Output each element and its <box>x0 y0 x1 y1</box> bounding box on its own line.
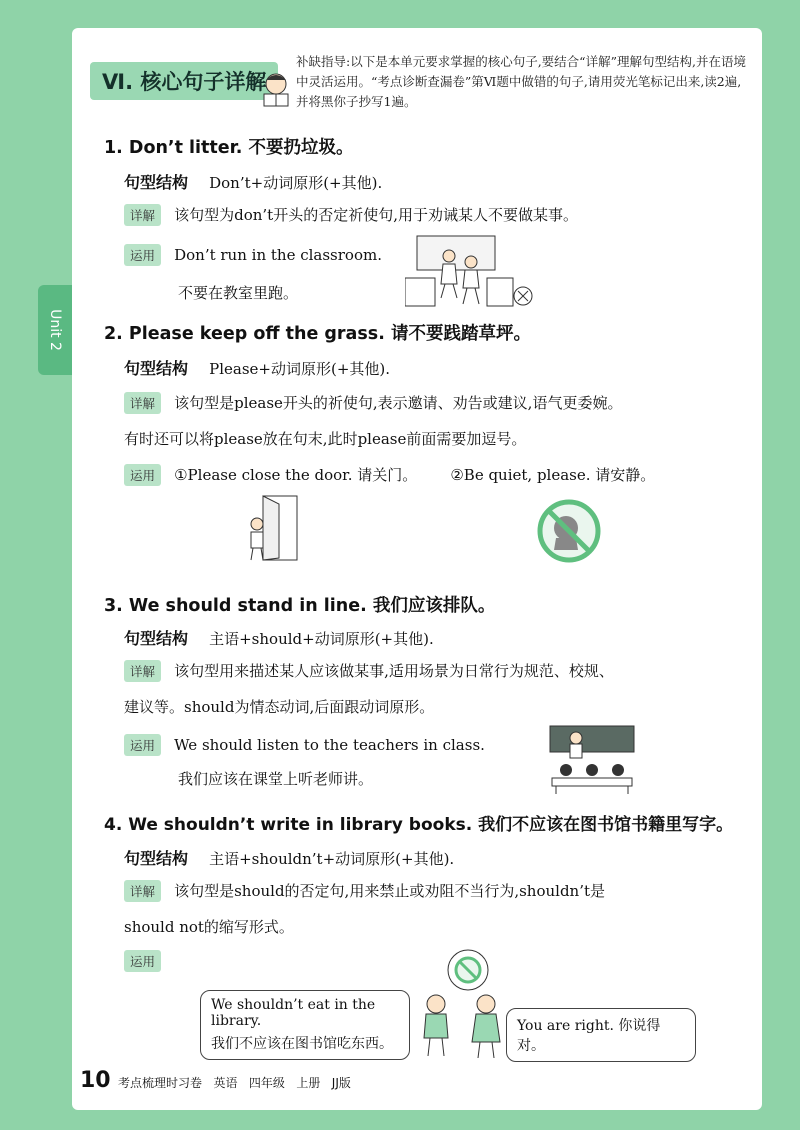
item4-usage-row <box>124 950 161 972</box>
item1-structure-row <box>124 170 382 193</box>
usage-tag: 运用 <box>124 244 161 266</box>
item1-heading: 1. Don’t litter. 不要扔垃圾。 <box>104 138 354 158</box>
item3-explain-line2: 建议等。should为情态动词,后面跟动词原形。 <box>124 698 435 716</box>
item2-usage2: ②Be quiet, please. 请安静。 <box>450 466 656 484</box>
guide-text: 补缺指导:以下是本单元要求掌握的核心句子,要结合“详解”理解句型结构,并在语境中灵活运用。“考点诊断查漏卷”第Ⅵ题中做错的句子,请用荧光笔标记出来,读2遍,并将黑你子抄写1遍。 <box>296 54 746 109</box>
boy-reading-icon <box>258 70 294 110</box>
structure-label: 句型结构 <box>124 173 189 192</box>
usage-tag: 运用 <box>124 464 161 486</box>
item4-explain-line2: should not的缩写形式。 <box>124 918 294 936</box>
explain-tag: 详解 <box>124 660 161 682</box>
students-library-illustration <box>414 944 510 1060</box>
bubble-left-cn: 我们不应该在图书馆吃东西。 <box>211 1036 393 1052</box>
item3-structure-row <box>124 626 434 649</box>
item2-explain-line2: 有时还可以将please放在句末,此时please前面需要加逗号。 <box>124 430 527 448</box>
item4-structure-row <box>124 846 454 869</box>
item2-usage-row <box>124 464 655 486</box>
page-number: 10 <box>80 1068 111 1093</box>
structure-label: 句型结构 <box>124 849 189 868</box>
item3-explain-row <box>124 660 614 682</box>
item1-structure: Don’t+动词原形(+其他). <box>209 174 383 192</box>
item3-structure: 主语+should+动词原形(+其他). <box>209 630 434 648</box>
item4-heading: 4. We shouldn’t write in library books. 我们不应该在图书馆书籍里写字。 <box>104 815 734 835</box>
section-title <box>90 62 278 100</box>
item2-structure: Please+动词原形(+其他). <box>209 360 391 378</box>
item1-usage-row <box>124 244 382 266</box>
unit-tab <box>38 285 72 375</box>
classroom-listening-illustration <box>546 724 638 794</box>
item2-explain-row <box>124 392 622 414</box>
bubble-right-text: You are right. 你说得对。 <box>517 1018 661 1054</box>
item4-explain-row <box>124 880 605 902</box>
structure-label: 句型结构 <box>124 629 189 648</box>
item3-usage-cn: 我们应该在课堂上听老师讲。 <box>178 770 374 788</box>
door-closing-illustration <box>245 494 305 564</box>
item4-explain-line1: 该句型是should的否定句,用来禁止或劝阻不当行为,shouldn’t是 <box>174 882 606 900</box>
item2-usage1: ①Please close the door. 请关门。 <box>174 466 418 484</box>
item1-usage-en: Don’t run in the classroom. <box>174 246 382 264</box>
usage-tag: 运用 <box>124 950 161 972</box>
explain-tag: 详解 <box>124 392 161 414</box>
item1-explain-row <box>124 204 578 226</box>
usage-tag: 运用 <box>124 734 161 756</box>
item4-structure: 主语+shouldn’t+动词原形(+其他). <box>209 850 455 868</box>
explain-tag: 详解 <box>124 880 161 902</box>
item3-usage-en: We should listen to the teachers in class. <box>174 736 485 754</box>
speech-bubble-right <box>506 1008 696 1062</box>
explain-tag: 详解 <box>124 204 161 226</box>
item1-explain: 该句型为don’t开头的否定祈使句,用于劝诫某人不要做某事。 <box>174 206 578 224</box>
bubble-left-en: We shouldn’t eat in the library. <box>211 997 376 1029</box>
section-title-text: Ⅵ. 核心句子详解 <box>102 70 267 94</box>
unit-tab-label: Unit 2 <box>47 309 64 351</box>
classroom-running-illustration <box>405 234 535 310</box>
structure-label: 句型结构 <box>124 359 189 378</box>
item2-explain-line1: 该句型是please开头的祈使句,表示邀请、劝告或建议,语气更委婉。 <box>174 394 623 412</box>
speech-bubble-left <box>200 990 410 1060</box>
no-noise-sign-icon <box>536 498 602 564</box>
item1-usage-cn: 不要在教室里跑。 <box>178 284 299 302</box>
item3-usage-row <box>124 734 485 756</box>
item3-explain-line1: 该句型用来描述某人应该做某事,适用场景为日常行为规范、校规、 <box>174 662 614 680</box>
item2-structure-row <box>124 356 390 379</box>
item2-heading: 2. Please keep off the grass. 请不要践踏草坪。 <box>104 324 531 344</box>
footer-text: 考点梳理时习卷 英语 四年级 上册 JJ版 <box>118 1076 351 1090</box>
item3-heading: 3. We should stand in line. 我们应该排队。 <box>104 596 496 616</box>
